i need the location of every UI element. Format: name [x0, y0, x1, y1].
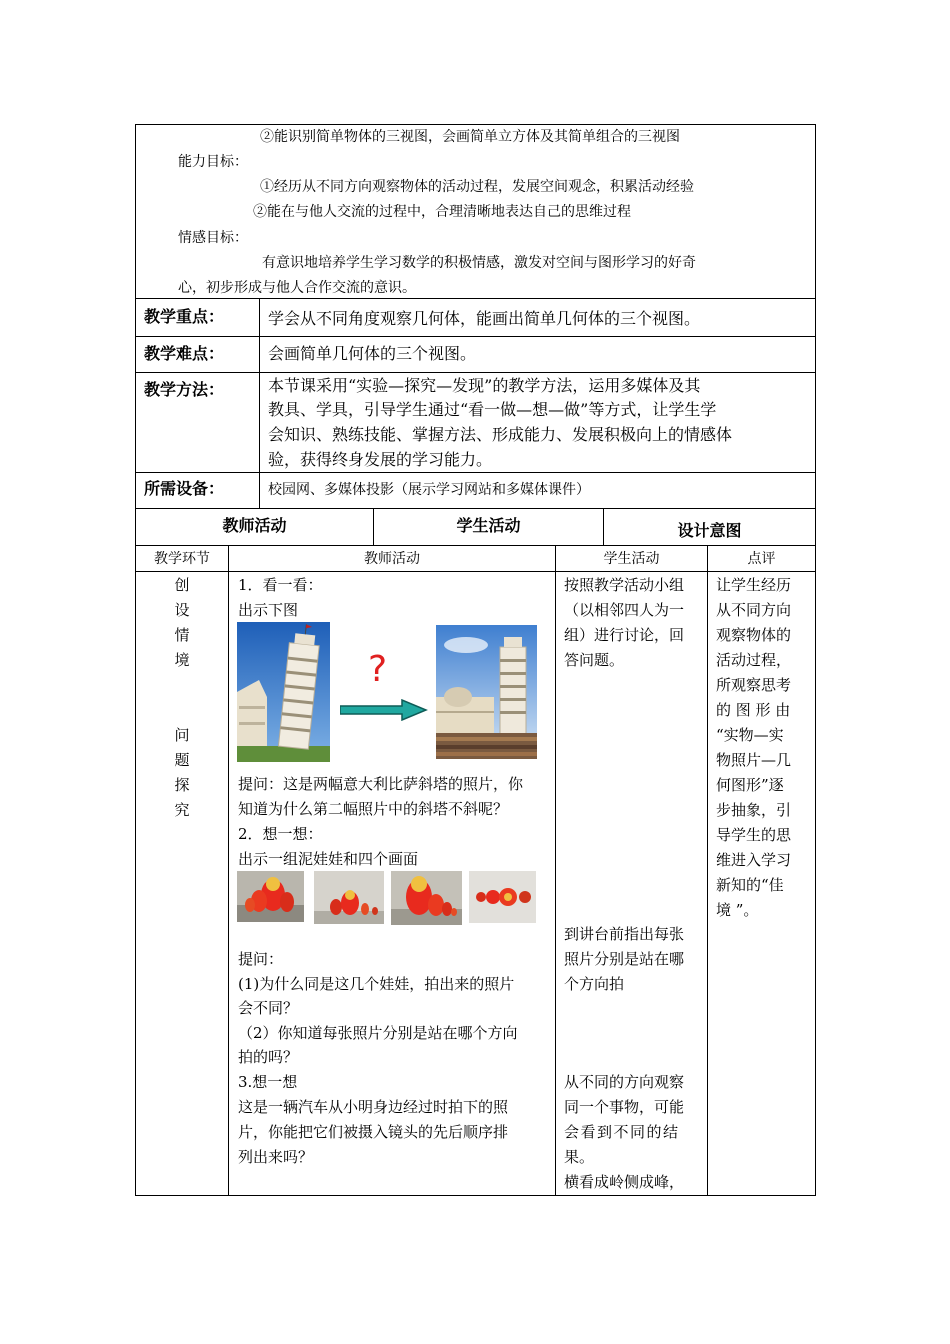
col-header-teacher: 教师活动 [364, 551, 420, 567]
row-divider [135, 545, 816, 546]
column-divider [555, 545, 556, 1196]
teacher-s1-question-2: 知道为什么第二幅照片中的斜塔不斜呢？ [238, 800, 509, 818]
objective-emotion-1: 有意识地培养学生学习数学的积极情感，激发对空间与图形学习的好奇 [262, 255, 696, 271]
comment-line-8: 物照片—几 [716, 751, 792, 769]
label-divider [259, 298, 260, 508]
comment-line-3: 观察物体的 [716, 626, 792, 644]
row-divider [135, 336, 816, 337]
comment-line-14: 境 ”。 [716, 901, 759, 919]
student-b-line-3: 个方向拍 [564, 975, 625, 993]
student-c-line-5: 横看成岭侧成峰， [564, 1173, 685, 1191]
student-c-line-1: 从不同的方向观察 [564, 1073, 685, 1091]
comment-line-4: 活动过程， [716, 651, 792, 669]
teacher-s2-ask: 提问： [238, 950, 284, 968]
table-border-right [815, 124, 816, 1196]
comment-line-13: 新知的“佳 [716, 876, 784, 894]
comment-line-11: 导学生的思 [716, 826, 792, 844]
student-b-line-2: 照片分别是站在哪 [564, 950, 685, 968]
comment-line-9: 何图形”逐 [716, 776, 784, 794]
activity-header-design: 设计意图 [677, 521, 742, 540]
comment-line-7: “实物—实 [716, 726, 784, 744]
comment-line-10: 步抽象，引 [716, 801, 792, 819]
col-header-student: 学生活动 [603, 551, 660, 567]
arrow-right-icon [340, 699, 428, 721]
teacher-s2-question-1a: (1)为什么同是这几个娃娃，拍出来的照片 [238, 975, 515, 993]
stage-char [136, 698, 228, 723]
objective-ability-1: ①经历从不同方向观察物体的活动过程，发展空间观念，积累活动经验 [260, 179, 694, 195]
student-a-line-1: 按照教学活动小组 [564, 576, 685, 594]
stage-char: 问 [174, 726, 190, 744]
row-divider [135, 372, 816, 373]
key-points-text: 学会从不同角度观察几何体，能画出简单几何体的三个视图。 [268, 309, 701, 328]
teacher-s2-question-1b: 会不同？ [238, 999, 299, 1017]
student-c-line-3: 会看到不同的结 [564, 1123, 680, 1141]
methods-label: 教学方法： [144, 380, 225, 399]
comment-line-12: 维进入学习 [716, 851, 792, 869]
teacher-s1-title: 1．看一看： [238, 576, 323, 594]
objective-knowledge-2: ②能识别简单物体的三视图，会画简单立方体及其简单组合的三视图 [260, 129, 680, 145]
methods-line-4: 验，获得终身发展的学习能力。 [268, 450, 493, 469]
ability-heading: 能力目标： [178, 154, 248, 170]
teacher-s2-title: 2．想一想： [238, 825, 323, 843]
key-points-label: 教学重点： [144, 307, 225, 326]
column-divider [228, 545, 229, 1196]
stage-char: 究 [174, 801, 190, 819]
comment-line-6: 的 图 形 由 [716, 701, 791, 719]
teacher-s1-show: 出示下图 [238, 601, 299, 619]
stage-char: 探 [174, 776, 190, 794]
doll-photo-3 [391, 871, 462, 925]
student-c-line-2: 同一个事物，可能 [564, 1098, 685, 1116]
teacher-s3-title: 3.想一想 [238, 1073, 298, 1091]
methods-line-2: 教具、学具，引导学生通过“看一做—想—做”等方式，让学生学 [268, 400, 717, 419]
stage-char: 设 [174, 601, 190, 619]
objective-ability-2: ②能在与他人交流的过程中，合理清晰地表达自己的思维过程 [253, 204, 631, 220]
table-border-bottom [135, 1195, 816, 1196]
stage-char: 境 [174, 651, 190, 669]
comment-line-1: 让学生经历 [716, 576, 792, 594]
teacher-s2-question-2a: （2）你知道每张照片分别是站在哪个方向 [238, 1024, 518, 1042]
stage-char: 创 [174, 576, 190, 594]
equipment-label: 所需设备： [144, 479, 225, 498]
emotion-heading: 情感目标： [178, 230, 248, 246]
comment-line-5: 所观察思考 [716, 676, 792, 694]
stage-column [136, 573, 228, 823]
doll-photo-2 [314, 871, 384, 924]
student-a-line-3: 组）进行讨论，回 [564, 626, 685, 644]
row-divider [135, 472, 816, 473]
difficulties-text: 会画简单几何体的三个视图。 [268, 344, 477, 363]
student-a-line-2: （以相邻四人为一 [564, 601, 685, 619]
difficulties-label: 教学难点： [144, 344, 225, 363]
column-divider [707, 545, 708, 1196]
question-mark: ? [368, 649, 388, 690]
leaning-tower-photo-2 [436, 625, 537, 759]
doll-photo-4 [469, 871, 536, 923]
stage-char: 题 [174, 751, 190, 769]
methods-line-3: 会知识、熟练技能、掌握方法、形成能力、发展积极向上的情感体 [268, 425, 733, 444]
col-header-comment: 点评 [747, 551, 776, 567]
doll-photo-1 [237, 871, 304, 922]
row-divider [135, 508, 816, 509]
activity-header-student: 学生活动 [456, 516, 521, 535]
leaning-tower-photo-1 [237, 622, 330, 762]
equipment-text: 校园网、多媒体投影（展示学习网站和多媒体课件） [268, 482, 590, 498]
student-b-line-1: 到讲台前指出每张 [564, 925, 685, 943]
teacher-s3-line-3: 列出来吗？ [238, 1148, 314, 1166]
activity-header-teacher: 教师活动 [222, 516, 287, 535]
methods-line-1: 本节课采用“实验—探究—发现”的教学方法，运用多媒体及其 [268, 376, 701, 395]
stage-char: 情 [174, 626, 190, 644]
teacher-s2-question-2b: 拍的吗？ [238, 1048, 299, 1066]
student-c-line-4: 果。 [564, 1148, 595, 1166]
comment-line-2: 从不同方向 [716, 601, 792, 619]
student-a-line-4: 答问题。 [564, 651, 625, 669]
teacher-s3-line-1: 这是一辆汽车从小明身边经过时拍下的照 [238, 1098, 509, 1116]
col-header-stage: 教学环节 [154, 551, 210, 567]
teacher-s3-line-2: 片，你能把它们被摄入镜头的先后顺序排 [238, 1123, 509, 1141]
objective-emotion-2: 心，初步形成与他人合作交流的意识。 [178, 280, 416, 296]
teacher-s2-show: 出示一组泥娃娃和四个画面 [238, 850, 419, 868]
teacher-s1-question-1: 提问：这是两幅意大利比萨斜塔的照片，你 [238, 775, 524, 793]
stage-char [136, 673, 228, 698]
